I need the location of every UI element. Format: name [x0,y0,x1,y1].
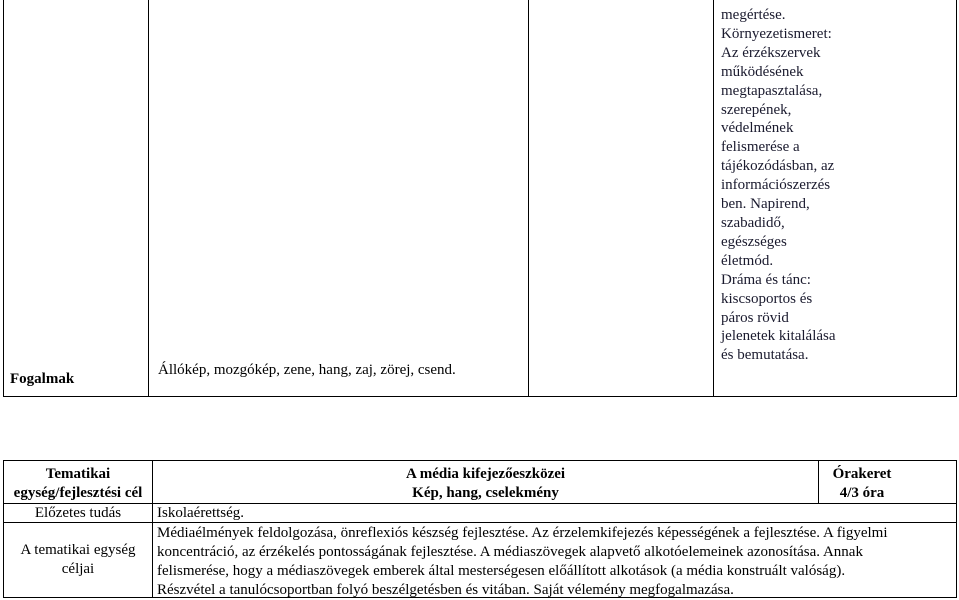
cell-line: életmód. [721,252,774,269]
cell-line: Környezetismeret: [721,25,832,42]
cell-line: jelenetek kitalálása [721,328,836,345]
cell-line: Az érzékszervek [721,44,821,61]
cell-line: információszerzés [721,177,831,194]
label-line: céljai [61,561,95,577]
table-border [956,0,957,397]
cell-line: működésének [721,63,804,80]
header-line: Kép, hang, cselekmény [412,485,559,501]
cell-line: páros rövid [721,309,789,326]
unit-goals-text [157,524,953,600]
column-header-title [153,465,818,503]
cell-line: egészséges [721,233,787,250]
cell-line: felismerése a [721,139,800,156]
unit-goals-label [4,541,152,579]
cell-line: kiscsoportos és [721,290,813,307]
header-line: Tematikai [45,466,111,482]
header-line: egység/fejlesztési cél [13,485,143,501]
header-line: 4/3 óra [839,485,885,501]
cell-line: ben. Napirend, [721,196,810,213]
concepts-text: Állókép, mozgókép, zene, hang, zaj, zörej, csend. [158,362,456,378]
cell-line: szerepének, [721,101,792,118]
table-border [148,0,149,397]
label-line: A tematikai egység [20,542,136,558]
prior-knowledge-label: Előzetes tudás [34,505,122,521]
topic-connections-cell [721,6,953,365]
table-border [3,396,957,397]
goals-line: Részvétel a tanulócsoportban folyó beszélgetésben és vitában. Saját vélemény megfogalmazása. [157,582,734,598]
table-border [528,0,529,397]
table-border [956,460,957,598]
cell-line: és bemutatása. [721,347,809,364]
goals-line: felismerése, hogy a médiaszövegek emberek által mesterségesen előállított alkotások (a média konstruált valóság). [157,563,846,579]
concepts-label: Fogalmak [10,371,75,387]
header-line: A média kifejezőeszközei [405,466,566,482]
table-border [3,0,4,397]
cell-line: megtapasztalása, [721,82,823,99]
table-border [3,460,957,461]
prior-knowledge-text: Iskolaérettség. [157,505,245,521]
table-border [713,0,714,397]
cell-line: megértése. [721,7,786,23]
header-line: Órakeret [832,466,892,482]
cell-line: védelmének [721,120,794,137]
column-header-unit [4,465,152,503]
unit-table [0,460,959,598]
cell-line: szabadidő, [721,214,785,231]
goals-line: Médiaélmények feldolgozása, önreflexiós készség fejlesztése. Az érzelemkifejezés képességének a fejlesztése. A figyelmi [157,525,888,541]
column-header-hours [819,465,905,503]
cell-line: tájékozódásban, az [721,158,835,175]
goals-line: koncentráció, az érzékelés pontosságának fejlesztése. A médiaszövegek alapvető alkotóelemeinek azonosítása. Annak [157,544,863,560]
cell-line: Dráma és tánc: [721,271,811,288]
